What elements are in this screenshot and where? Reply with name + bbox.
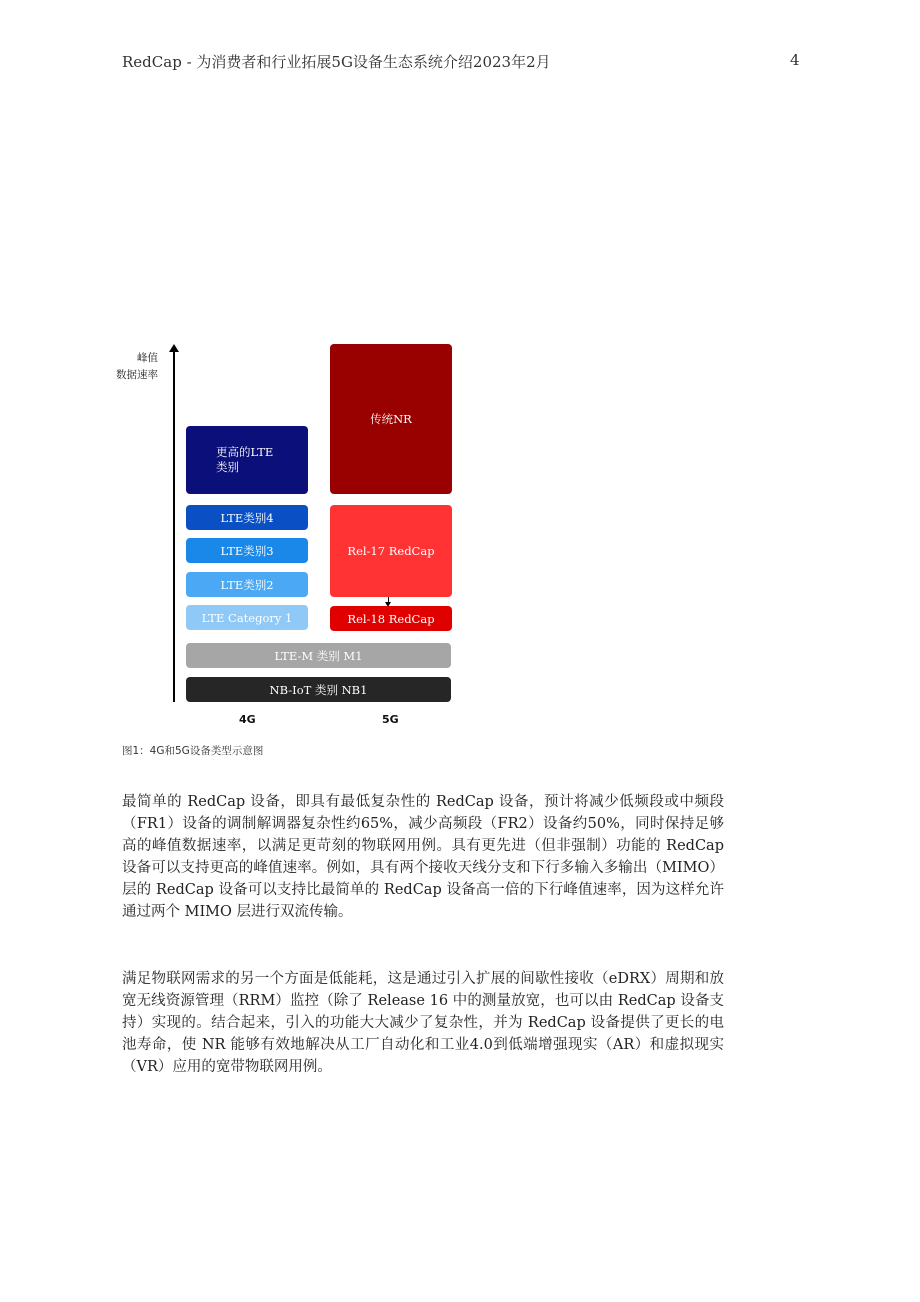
block-lte-cat1 <box>186 605 308 630</box>
block-nb-iot-label: NB-IoT 类别 NB1 <box>269 682 368 697</box>
y-axis-line <box>173 348 175 702</box>
page-number: 4 <box>790 51 800 69</box>
block-rel17-redcap-label: Rel-17 RedCap <box>347 544 435 558</box>
block-legacy-nr-label: 传统NR <box>370 412 412 426</box>
block-rel17-redcap <box>330 505 452 597</box>
x-label-5g: 5G <box>382 713 399 726</box>
block-lte-cat4 <box>186 505 308 530</box>
block-rel18-redcap-label: Rel-18 RedCap <box>347 611 435 626</box>
block-higher-lte-label: 更高的LTE类别 <box>216 445 274 474</box>
block-lte-cat2 <box>186 572 308 597</box>
block-higher-lte <box>186 426 308 494</box>
block-lte-cat2-label: LTE类别2 <box>220 577 274 592</box>
figure-caption: 图1：4G和5G设备类型示意图 <box>122 745 264 757</box>
block-lte-m-label: LTE-M 类别 M1 <box>274 648 363 663</box>
body-paragraph-2: 满足物联网需求的另一个方面是低能耗，这是通过引入扩展的间歇性接收（eDRX）周期和放宽无线资源管理（RRM）监控（除了 Release 16 中的测量放宽，也可以由 RedCap 设备支持）实现的。结合起来，引入的功能大大减少了复杂性，并为 RedCap 设备提供了更长的电池寿命，使 NR 能够有效地解决从工厂自动化和工业4.0到低端增强现实（AR）和虚拟现实（VR）应用的宽带物联网用例。 <box>122 971 724 1075</box>
block-lte-cat4-label: LTE类别4 <box>220 510 274 525</box>
document-header-title: RedCap - 为消费者和行业拓展5G设备生态系统介绍2023年2月 <box>122 53 551 71</box>
device-types-figure <box>112 340 472 740</box>
body-paragraph-1: 最简单的 RedCap 设备，即具有最低复杂性的 RedCap 设备，预计将减少低频段或中频段（FR1）设备的调制解调器复杂性约65%，减少高频段（FR2）设备约50%，同时保持足够高的峰值数据速率，以满足更苛刻的物联网用例。具有更先进（但非强制）功能的 RedCap 设备可以支持更高的峰值速率。例如，具有两个接收天线分支和下行多输入多输出（MIMO）层的 RedCap 设备可以支持比最简单的 RedCap 设备高一倍的下行峰值速率，因为这样允许通过两个 MIMO 层进行双流传输。 <box>122 794 724 920</box>
block-lte-cat3 <box>186 538 308 563</box>
block-legacy-nr <box>330 344 452 494</box>
block-nb-iot <box>186 677 451 702</box>
x-label-4g: 4G <box>239 713 256 726</box>
y-axis-label <box>112 350 158 384</box>
block-lte-cat3-label: LTE类别3 <box>220 543 274 558</box>
block-lte-cat1-label: LTE Category 1 <box>201 610 293 625</box>
y-axis-label-line2: 数据速率 <box>116 369 158 381</box>
block-lte-m <box>186 643 451 668</box>
y-axis-label-line1: 峰值 <box>137 352 158 364</box>
block-rel18-redcap <box>330 606 452 631</box>
